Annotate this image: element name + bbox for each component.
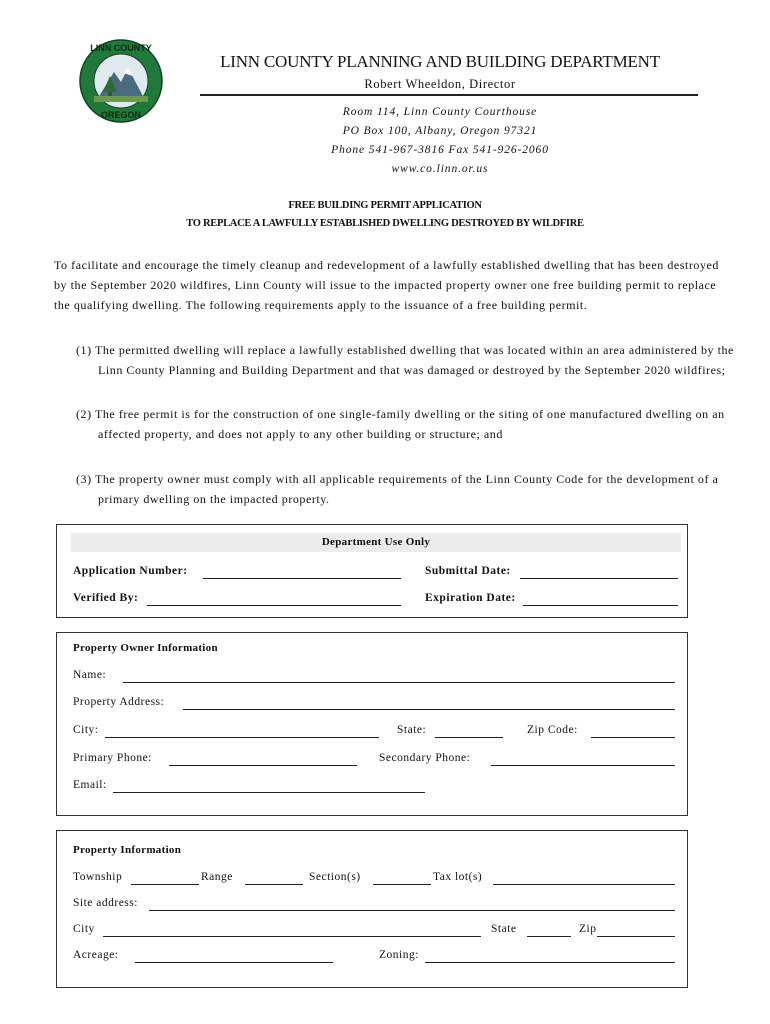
department-use-box [56,524,688,618]
requirement-1: (1) The permitted dwelling will replace a lawfully established dwelling that was located within an area administered by the Linn County Planning and Building Department and that was damaged or destroyed by the September 2020 wildfires; [76,343,734,377]
state-field[interactable] [435,737,503,738]
site-address-label: Site address: [73,897,138,909]
tax-lots-label: Tax lot(s) [433,871,483,883]
property-city-field[interactable] [103,936,481,937]
primary-phone-field[interactable] [169,765,357,766]
property-state-label: State [491,923,517,935]
property-state-field[interactable] [527,936,571,937]
property-address-field[interactable] [183,709,675,710]
header-rule [200,94,698,96]
zoning-field[interactable] [425,962,675,963]
intro-paragraph: To facilitate and encourage the timely cleanup and redevelopment of a lawfully established dwelling that has been destroyed by the September 2020 wildfires, Linn County will issue to the impacted property owner one free building permit to replace the qualifying dwelling. The following requirements apply to the issuance of a free building permit. [54,258,719,312]
logo-text-bottom: OREGON [100,110,142,120]
name-field[interactable] [123,682,675,683]
tax-lots-field[interactable] [493,884,675,885]
requirement-2: (2) The free permit is for the construction of one single-family dwelling or the siting of one manufactured dwelling on an affected property, and does not apply to any other building or structure; and [76,407,725,441]
primary-phone-label: Primary Phone: [73,752,152,764]
expiration-date-label: Expiration Date: [425,592,516,604]
range-label: Range [201,871,233,883]
website: www.co.linn.or.us [391,163,489,175]
acreage-label: Acreage: [73,949,119,961]
email-label: Email: [73,779,107,791]
property-info-heading: Property Information [73,844,182,856]
sections-label: Section(s) [309,871,361,883]
property-zip-field[interactable] [597,936,675,937]
department-name: LINN COUNTY PLANNING AND BUILDING DEPARTMENT [220,52,660,71]
address-phone-fax: Phone 541-967-3816 Fax 541-926-2060 [331,144,549,156]
submittal-date-field[interactable] [520,578,678,579]
form-title-line1: FREE BUILDING PERMIT APPLICATION [288,200,482,211]
submittal-date-label: Submittal Date: [425,565,511,577]
address-room: Room 114, Linn County Courthouse [342,106,538,118]
application-number-label: Application Number: [73,565,188,577]
property-city-label: City [73,923,95,935]
site-address-field[interactable] [149,910,675,911]
form-title-line2: TO REPLACE A LAWFULLY ESTABLISHED DWELLING DESTROYED BY WILDFIRE [186,218,584,229]
address-po-box: PO Box 100, Albany, Oregon 97321 [342,125,538,137]
logo-text-top: LINN COUNTY [90,43,152,53]
property-info-box [56,830,688,988]
state-label: State: [397,724,427,736]
secondary-phone-label: Secondary Phone: [379,752,471,764]
range-field[interactable] [245,884,303,885]
city-label: City: [73,724,99,736]
director-name: Robert Wheeldon, Director [364,77,516,91]
zoning-label: Zoning: [379,949,419,961]
acreage-field[interactable] [135,962,333,963]
zip-code-label: Zip Code: [527,724,578,736]
property-zip-label: Zip [579,923,597,935]
verified-by-label: Verified By: [73,592,139,604]
requirement-3: (3) The property owner must comply with all applicable requirements of the Linn County Code for the development of a primary dwelling on the impacted property. [76,472,719,506]
property-owner-heading: Property Owner Information [73,642,218,654]
township-label: Township [73,871,123,883]
verified-by-field[interactable] [147,605,401,606]
zip-code-field[interactable] [591,737,675,738]
email-field[interactable] [113,792,425,793]
expiration-date-field[interactable] [523,605,678,606]
secondary-phone-field[interactable] [491,765,675,766]
department-use-heading: Department Use Only [71,533,681,552]
name-label: Name: [73,669,107,681]
city-field[interactable] [105,737,379,738]
application-number-field[interactable] [203,578,401,579]
linn-county-logo [78,38,164,124]
property-owner-box [56,632,688,816]
township-field[interactable] [131,884,199,885]
sections-field[interactable] [373,884,431,885]
property-address-label: Property Address: [73,696,165,708]
